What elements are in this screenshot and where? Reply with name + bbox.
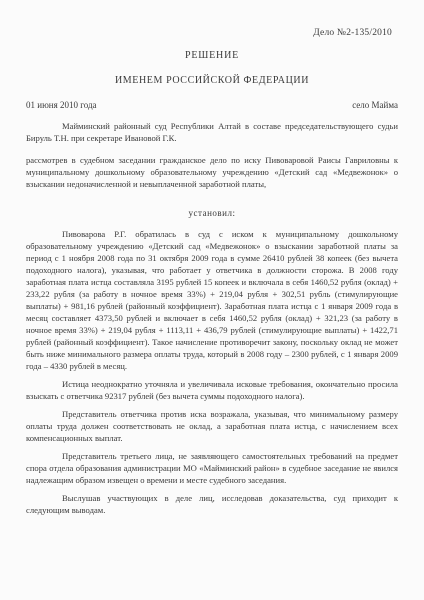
defendant-paragraph-block <box>26 408 398 444</box>
paragraph-defendant: Представитель ответчика против иска возражала, указывая, что минимальному размеру оплаты труда должен соответствовать не оклад, а заработная плата истца, с начислением всех компенсационных выплат. <box>26 409 398 443</box>
decision-place: село Майма <box>352 100 398 110</box>
document-title: РЕШЕНИЕ <box>184 50 240 61</box>
court-intro: Майминский районный суд Республики Алтай в составе председательствующего судьи Бируль Т.Н. при секретаре Ивановой Г.К. <box>26 121 398 143</box>
decision-date: 01 июня 2010 года <box>26 100 97 110</box>
paragraph-increase: Истица неоднократно уточняла и увеличивала исковые требования, окончательно просила взыскать с ответчика 92317 рублей (без вычета суммы подоходного налога). <box>26 379 398 401</box>
paragraph-claim: Пивоварова Р.Г. обратилась в суд с иском к муниципальному дошкольному образовательному учреждению «Детский сад «Медвежонок» о взыскании заработной платы за период с 1 ноября 2008 года по 31 октября 2009 года в сумме 26410 рублей 38 копеек (без вычета подоходного налога), указывая, что работает у ответчика в должности сторожа. В 2008 году заработная плата истца составляла 3195 рублей 15 копеек и включала в себя 1460,52 рубля (оклад) + 233,22 рубля (за работу в ночное время 33%) + 219,04 рубля + 302,51 рубль (стимулирующие выплаты) + 981,16 рублей (районный коэффициент). Заработная плата истца с 1 января 2009 года в месяц составляет 4373,50 рублей и включает в себя 1460,52 рубля (оклад) + 321,23 (за работу в ночное время 33%) + 219,04 рубля + 1113,11 + 436,79 рублей (стимулирующие выплаты) + 1422,71 рублей (районный коэффициент). Такое начисление противоречит закону, поскольку оклад не может быть ниже минимального размера оплаты труда, который в 2008 году – 2300 рублей, с 1 января 2009 года – 4330 рублей в месяц. <box>26 229 398 371</box>
paragraph-conclusion: Выслушав участвующих в деле лиц, исследовав доказательства, суд приходит к следующим выводам. <box>26 493 398 515</box>
conclusion-paragraph-block <box>26 492 398 516</box>
paragraph-third-party: Представитель третьего лица, не заявляющего самостоятельных требований на предмет спора отдела образования администрации МО «Майминский район» в судебное заседание не явился надлежащим образом извещен о времени и месте судебного заседания. <box>26 451 398 485</box>
third-party-paragraph-block <box>26 450 398 486</box>
claim-paragraph-block <box>26 228 398 372</box>
document-subtitle: ИМЕНЕМ РОССИЙСКОЙ ФЕДЕРАЦИИ <box>114 75 310 86</box>
case-number: Дело №2-135/2010 <box>313 28 392 38</box>
increase-paragraph-block <box>26 378 398 402</box>
established-heading: установил: <box>188 208 236 218</box>
date-place-row <box>26 100 398 110</box>
case-intro-block <box>26 154 398 190</box>
case-intro: рассмотрев в судебном заседании гражданское дело по иску Пивоваровой Раисы Гавриловны к муниципальному дошкольному образовательному учреждению «Детский сад «Медвежонок» о взыскании недоначисленной и невыплаченной заработной платы, <box>26 155 398 189</box>
court-intro-block <box>26 120 398 144</box>
